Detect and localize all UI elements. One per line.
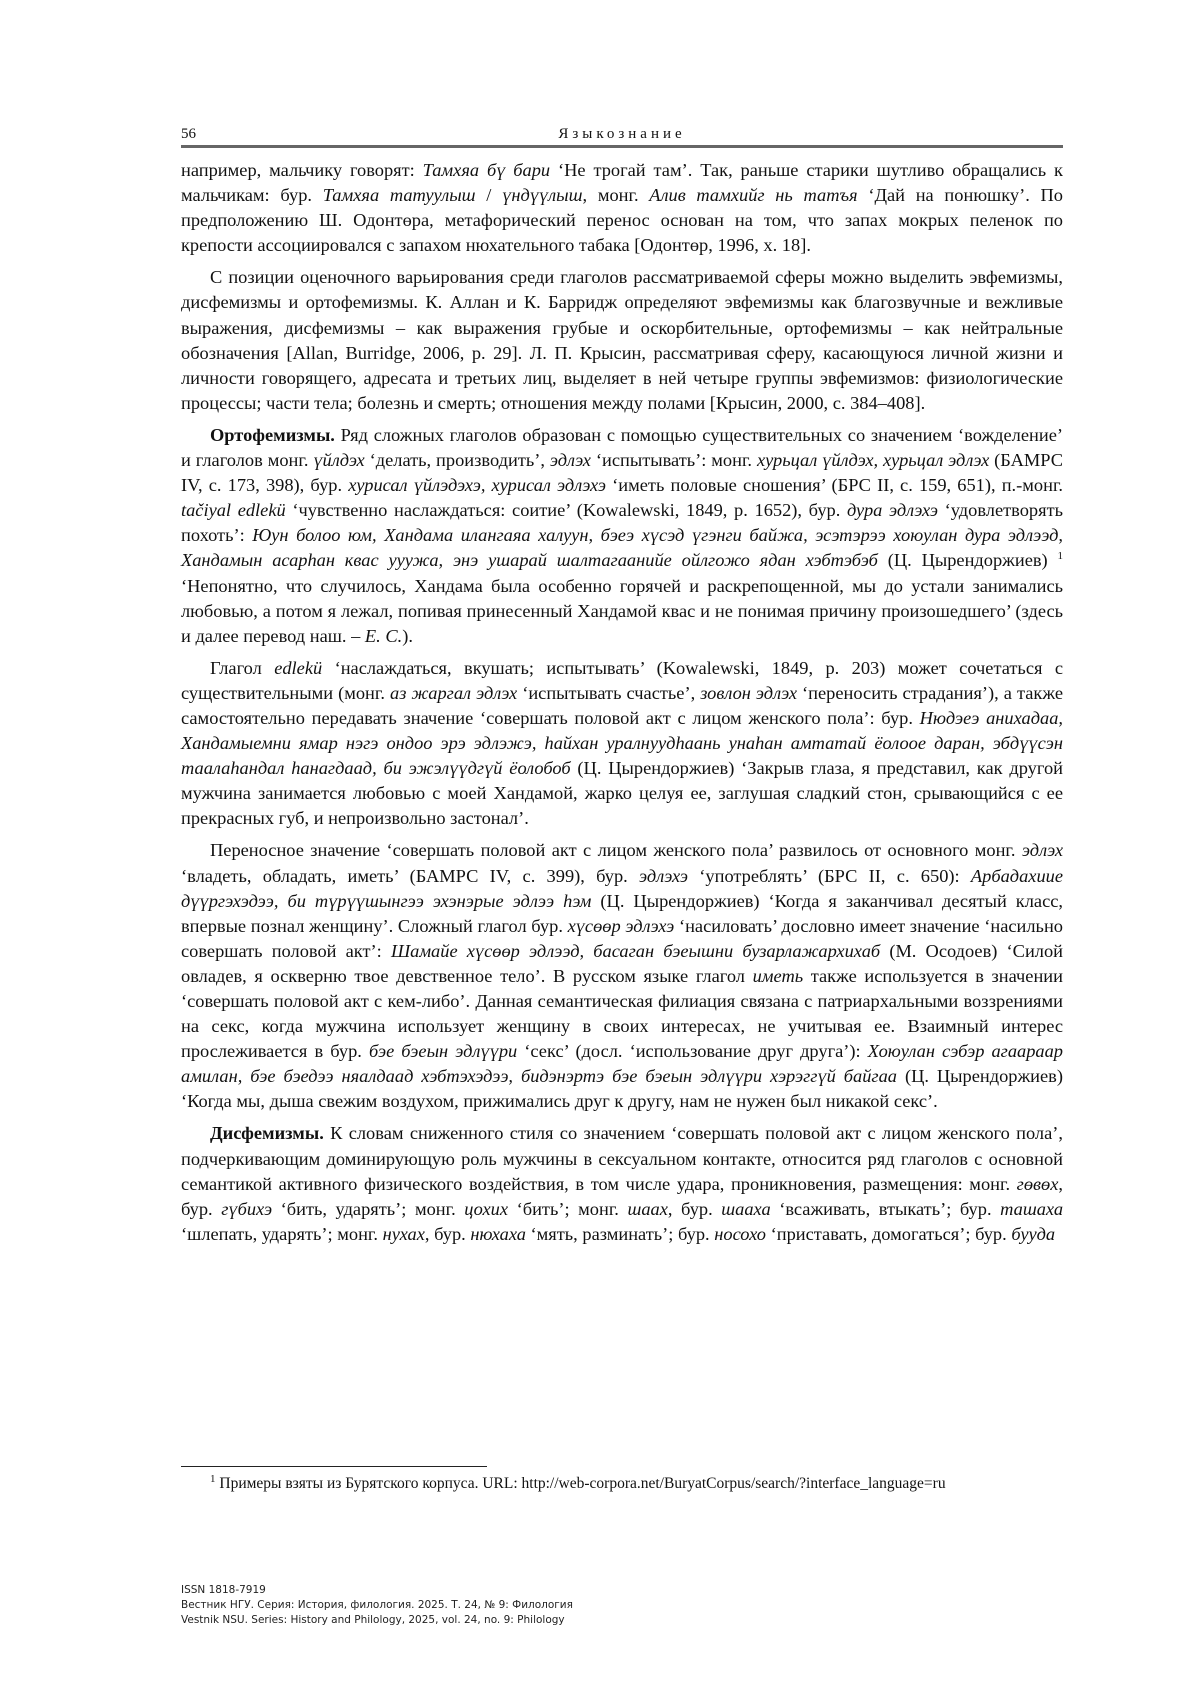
text-run: (Ц. Цырендоржиев) ‘Когда я заканчивал десятый класс, впервые познал женщину’. Сложный глагол бур. bbox=[181, 890, 1063, 936]
example-text: edlekü bbox=[274, 657, 323, 678]
text-run: (Ц. Цырендоржиев) ‘Закрыв глаза, я представил, как другой мужчина занимается любовью с моей Хандамой, жарко целуя ее, заглушая сладкий стон, срывающийся с ее прекрасных губ, и непроизвольно застонал’. bbox=[181, 758, 1063, 829]
text-run: Переносное значение ‘совершать половой акт с лицом женского пола’ развилось от основного монг. bbox=[210, 840, 1022, 861]
footnote-text: Примеры взяты из Бурятского корпуса. URL: http://web-corpora.net/BuryatCorpus/search/?interface_language=ru bbox=[219, 1475, 946, 1492]
footer-journal-ru: Вестник НГУ. Серия: История, филология. 2025. Т. 24, № 9: Филология bbox=[181, 1599, 573, 1611]
text-run: ‘бить, ударять’; монг. bbox=[272, 1198, 465, 1219]
text-run: , монг. bbox=[582, 185, 650, 206]
example-text: Нюдэеэ анихадаа, Хандамыемни ямар нэгэ ондоо эрэ эдлэжэ, һайхан уралнуудһаань унаһан амтатай ёолоое даран, эбдүүсэн таалаһандал һанагдаад, би эжэлүүдгүй ёолобоб bbox=[181, 707, 1063, 779]
footnote-ref: 1 bbox=[1057, 550, 1063, 563]
paragraph bbox=[181, 423, 1063, 649]
section-label: Дисфемизмы. bbox=[210, 1123, 324, 1144]
example-text: бууда bbox=[1011, 1223, 1056, 1244]
example-text: шааха bbox=[721, 1198, 771, 1219]
header-rule bbox=[181, 145, 1063, 148]
text-run: ‘чувственно наслаждаться: соитие’ (Kowalewski, 1849, p. 1652), бур. bbox=[285, 500, 847, 521]
paragraph bbox=[181, 838, 1063, 1114]
footnote-rule bbox=[181, 1466, 487, 1467]
text-run: ‘приставать, домогаться’; бур. bbox=[766, 1223, 1012, 1244]
text-run: ‘владеть, обладать, иметь’ (БАМРС IV, с. 399), бур. bbox=[181, 865, 640, 886]
text-run: (БАМРС IV, с. 173, 398), бур. bbox=[181, 450, 1063, 496]
example-text: Тамхяа бү бари bbox=[422, 160, 551, 180]
running-header bbox=[181, 126, 1063, 146]
example-text: иметь bbox=[752, 965, 804, 986]
text-run: ‘бить’; монг. bbox=[508, 1198, 628, 1219]
text-run: ‘иметь половые сношения’ (БРС II, с. 159, 651), п.-монг. bbox=[606, 475, 1064, 496]
text-run: ‘испытывать счастье’, bbox=[517, 682, 701, 703]
example-text: үндүүлыш bbox=[502, 185, 583, 206]
example-text: Арбадахиие дүүргэхэдээ, би түрүүшынгээ эхэнэрые эдлээ һэм bbox=[181, 865, 1063, 911]
example-text: Шамайе хүсөөр эдлээд, басаган бэеышни бузарлажархихаб bbox=[390, 940, 881, 961]
text-run: ‘шлепать, ударять’; монг. bbox=[181, 1223, 383, 1244]
example-text: Тамхяа татуулыш bbox=[322, 185, 476, 206]
paragraph bbox=[181, 265, 1063, 416]
paragraph bbox=[181, 158, 1063, 258]
footer-issn: ISSN 1818-7919 bbox=[181, 1584, 266, 1596]
article-body bbox=[181, 158, 1063, 1254]
example-text: эдлэх bbox=[1021, 840, 1063, 861]
example-text: цохих bbox=[464, 1198, 509, 1219]
text-run: ‘всаживать, втыкать’; бур. bbox=[770, 1198, 1001, 1219]
example-text: дура эдлэхэ bbox=[846, 500, 938, 521]
text-run: Ряд сложных глаголов образован с помощью существительных со значением ‘вожделение’ и глаголов монг. bbox=[181, 424, 1063, 471]
text-run: ‘испытывать’: монг. bbox=[590, 450, 757, 471]
example-text: носохо bbox=[714, 1223, 766, 1244]
section-label: Ортофемизмы. bbox=[210, 424, 335, 445]
text-run: ‘Непонятно, что случилось, Хандама была особенно горячей и раскрепощенной, мы до устали занимались любовью, а потом я лежал, попивая принесенный Хандамой квас и не понимая причину произошедшего’ (здесь и далее перевод наш. – bbox=[181, 575, 1063, 646]
text-run: Глагол bbox=[210, 657, 275, 678]
text-run: ). bbox=[402, 625, 413, 646]
text-run: К словам сниженного стиля со значением ‘совершать половой акт с лицом женского пола’, подчеркивающим доминирующую роль мужчины в сексуальном контакте, относится ряд глаголов с основной семантикой активного физического воздействия, в том числе удара, проникновения, размещения: монг. bbox=[181, 1123, 1063, 1194]
example-text: бэе бэеын эдлүүри bbox=[368, 1041, 518, 1062]
footnote-marker: 1 bbox=[210, 1472, 216, 1485]
example-text: Юун болоо юм, Хандама илангаяа халуун, бэеэ хүсэд үгэнги байжа, эсэтэрээ хоюулан дура эдлээд, Хандамын асарһан квас ууужа, энэ ушарай шалтагаанийе ойлгожо ядан хэбтэбэб bbox=[181, 525, 1063, 571]
example-text: tačiyal edlekü bbox=[181, 500, 286, 521]
example-text: Алив тамхийг нь татъя bbox=[649, 185, 858, 206]
example-text: үйлдэх bbox=[313, 450, 365, 471]
text-run: , бур. bbox=[181, 1173, 1063, 1219]
example-text: хүсөөр эдлэхэ bbox=[567, 915, 675, 936]
example-text: нухах bbox=[382, 1223, 425, 1244]
example-text: аз жаргал эдлэх bbox=[390, 682, 518, 703]
example-text: ташаха bbox=[1000, 1198, 1064, 1219]
example-text: Е. С. bbox=[364, 625, 403, 646]
text-run: ‘делать, производить’, bbox=[364, 450, 550, 471]
text-run: (Ц. Цырендоржиев) bbox=[877, 550, 1058, 571]
page-footer bbox=[181, 1583, 981, 1628]
text-run: ‘насиловать’ дословно имеет значение ‘насильно совершать половой акт’: bbox=[181, 915, 1063, 961]
text-run: (Ц. Цырендоржиев) ‘Когда мы, дыша свежим воздухом, прижимались друг к другу, нам не нужен был никакой секс’. bbox=[181, 1066, 1063, 1112]
text-run: ‘переносить страдания’), а также самостоятельно передавать значение ‘совершать половой акт с лицом женского пола’: бур. bbox=[181, 682, 1063, 728]
text-run: ‘Дай на понюшку’. По предположению Ш. Одонтөра, метафорический перенос основан на том, что запах мокрых пеленок по крепости ассоциировался с запахом нюхательного табака [Одонтөр, 1996, х. 18]. bbox=[181, 185, 1063, 256]
text-run: ‘секс’ (досл. ‘использование друг друга’): bbox=[517, 1041, 868, 1062]
page-number: 56 bbox=[181, 126, 196, 142]
example-text: шаах bbox=[627, 1198, 668, 1219]
example-text: эдлэхэ bbox=[639, 865, 689, 886]
text-run: ‘Не трогай там’. Так, раньше старики шутливо обращались к мальчикам: бур. bbox=[181, 160, 1063, 206]
example-text: нюхаха bbox=[470, 1223, 526, 1244]
text-run: ‘мять, разминать’; бур. bbox=[525, 1223, 715, 1244]
text-run: также используется в значении ‘совершать половой акт с кем-либо’. Данная семантическая филиация связана с патриархальными воззрениями на секс, когда мужчина использует женщину в своих интересах, не учитывая ее. Взаимный интерес прослеживается в бур. bbox=[181, 965, 1063, 1062]
example-text: гөвөх bbox=[1016, 1173, 1059, 1194]
text-run: (М. Осодоев) ‘Силой овладев, я оскверню твое девственное тело’. В русском языке глагол bbox=[181, 940, 1064, 986]
text-run: / bbox=[475, 185, 503, 206]
example-text: гүбихэ bbox=[221, 1198, 273, 1219]
text-run: , бур. bbox=[667, 1198, 722, 1219]
paragraph bbox=[181, 656, 1063, 832]
paragraph bbox=[181, 1121, 1063, 1246]
example-text: Хоюулан сэбэр агаараар амилан, бэе бэедээ няалдаад хэбтэхэдээ, бидэнэртэ бэе бэеын эдлүүри хэрэггүй байгаа bbox=[181, 1041, 1064, 1087]
text-run: ‘наслаждаться, вкушать; испытывать’ (Kowalewski, 1849, p. 203) может сочетаться с существительными (монг. bbox=[181, 657, 1063, 703]
footer-journal-en: Vestnik NSU. Series: History and Philology, 2025, vol. 24, no. 9: Philology bbox=[181, 1614, 565, 1626]
text-run: например, мальчику говорят: bbox=[181, 160, 423, 180]
text-run: , бур. bbox=[424, 1223, 471, 1244]
text-run: С позиции оценочного варьирования среди глаголов рассматриваемой сферы можно выделить эвфемизмы, дисфемизмы и ортофемизмы. К. Аллан и К. Барридж определяют эвфемизмы как благозвучные и вежливые выражения, дисфемизмы – как выражения грубые и оскорбительные, ортофемизмы – как нейтральные обозначения [Allan, Burridge, 2006, p. 29]. Л. П. Крысин, рассматривая сферу, касающуюся личной жизни и личности говорящего, адресата и третьих лиц, выделяет в ней четыре группы эвфемизмов: физиологические процессы; части тела; болезнь и смерть; отношения между полами [Крысин, 2000, с. 384–408]. bbox=[181, 267, 1063, 413]
example-text: зовлон эдлэх bbox=[700, 682, 798, 703]
example-text: эдлэх bbox=[549, 450, 591, 471]
text-run: ‘удовлетворять похоть’: bbox=[181, 500, 1064, 546]
example-text: хурьцал үйлдэх, хурьцал эдлэх bbox=[756, 450, 990, 471]
running-title: Языкознание bbox=[558, 126, 686, 142]
text-run: ‘употреблять’ (БРС II, с. 650): bbox=[688, 865, 971, 886]
example-text: хурисал үйлэдэхэ, хурисал эдлэхэ bbox=[348, 475, 607, 496]
footnote bbox=[210, 1474, 1070, 1494]
